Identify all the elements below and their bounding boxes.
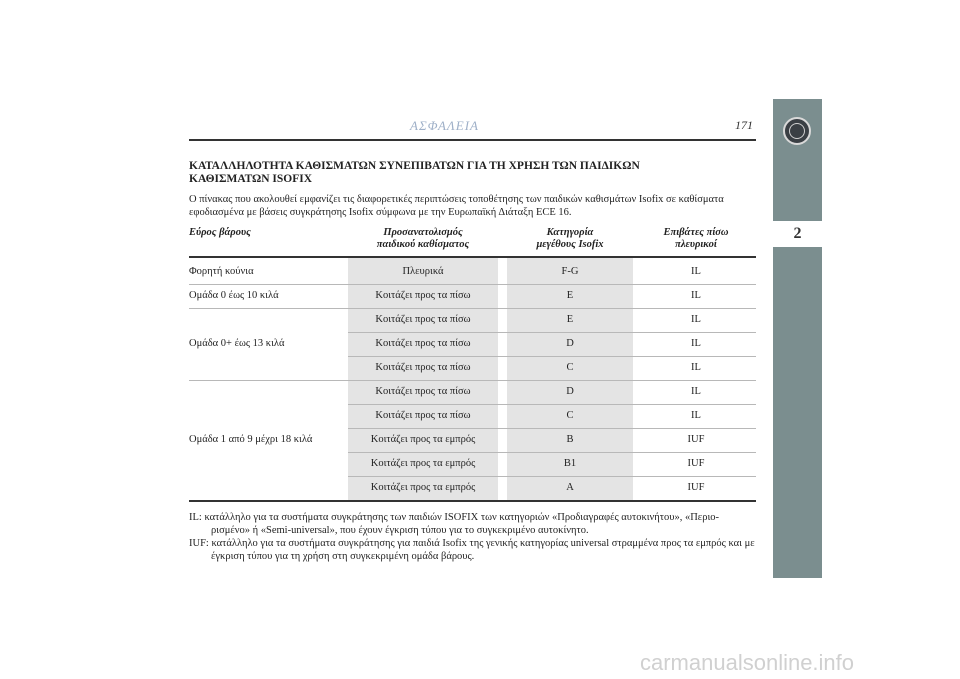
size-cell: E [566,314,574,325]
row-separator [348,404,756,405]
size-cell: F-G [561,266,579,277]
row-separator [348,356,756,357]
row-separator [189,380,756,381]
size-cell: E [566,290,574,301]
rear-cell: IL [691,386,701,397]
header-orientation-line2: παιδικού καθίσματος [376,239,470,250]
orientation-cell: Κοιτάζει προς τα πίσω [375,338,471,349]
rear-cell: IL [691,290,701,301]
orientation-cell: Κοιτάζει προς τα εμπρός [370,482,476,493]
header-rule [189,139,756,141]
chapter-number: 2 [773,221,822,247]
rear-cell: IUF [687,458,705,469]
orientation-cell: Κοιτάζει προς τα πίσω [375,386,471,397]
row-separator [348,428,756,429]
intro-line1: Ο πίνακας που ακολουθεί εμφανίζει τις διαφορετικές περιπτώσεις τοποθέτησης των παιδικών καθισμάτων Isofix σε καθίσματα [189,194,724,205]
orientation-cell: Κοιτάζει προς τα πίσω [375,314,471,325]
rear-cell: IUF [687,482,705,493]
size-cell: B [566,434,574,445]
site-watermark: carmanualsonline.info [640,650,855,675]
note-il: IL: κατάλληλο για τα συστήματα συγκράτησης των παιδιών ISOFIX των κατηγοριών «Προδιαγραφές αυτοκινήτου», «Περιο-ρισμένο» ή «Semi-universal», που έχουν έγκριση τύπου για το συγκεκριμένο αυτοκίνητο. [189,512,720,536]
intro-line2: εφοδιασμένα με βάσεις συγκράτησης Isofix σύμφωνα με την Ευρωπαϊκή Διάταξη ECE 16. [189,207,572,218]
page-number: 171 [735,118,753,132]
header-rear-line2: πλευρικοί [675,239,717,250]
section-title-line1: ΚΑΤΑΛΛΗΛΟΤΗΤΑ ΚΑΘΙΣΜΑΤΩΝ ΣΥΝΕΠΙΒΑΤΩΝ ΓΙΑ ΤΗ ΧΡΗΣΗ ΤΩΝ ΠΑΙΔΙΚΩΝ [189,160,640,172]
lancia-badge-icon [783,117,811,145]
chapter-sidebar [773,99,822,578]
size-cell: C [566,362,574,373]
rear-cell: IUF [687,434,705,445]
weight-group-label: Ομάδα 0 έως 10 κιλά [189,290,279,301]
size-cell: A [566,482,574,493]
orientation-cell: Κοιτάζει προς τα εμπρός [370,434,476,445]
header-orientation-line1: Προσανατολισμός [383,227,463,238]
rear-cell: IL [691,362,701,373]
header-rear-side [640,227,752,251]
row-separator [189,308,756,309]
size-cell: D [566,386,574,397]
page-header-title: ΑΣΦΑΛΕΙΑ [410,118,479,133]
orientation-cell: Πλευρικά [402,266,444,277]
orientation-cell: Κοιτάζει προς τα πίσω [375,410,471,421]
orientation-cell: Κοιτάζει προς τα εμπρός [370,458,476,469]
header-orientation [348,227,498,251]
weight-group-label: Φορητή κούνια [189,266,254,277]
rear-cell: IL [691,266,701,277]
header-weight-range: Εύρος βάρους [189,227,251,238]
row-separator [348,332,756,333]
rear-cell: IL [691,338,701,349]
weight-group-label: Ομάδα 1 από 9 μέχρι 18 κιλά [189,434,313,445]
table-bottom-rule [189,500,756,502]
size-cell: D [566,338,574,349]
header-category-line2: μεγέθους Isofix [536,239,604,250]
orientation-cell: Κοιτάζει προς τα πίσω [375,362,471,373]
rear-cell: IL [691,410,701,421]
section-title [189,160,756,186]
size-cell: C [566,410,574,421]
section-title-line2: ΚΑΘΙΣΜΑΤΩΝ ISOFIX [189,173,313,185]
rear-cell: IL [691,314,701,325]
row-separator [189,284,756,285]
size-cell: B1 [563,458,577,469]
weight-group-label: Ομάδα 0+ έως 13 κιλά [189,338,285,349]
row-separator [348,452,756,453]
header-category-line1: Κατηγορία [546,227,594,238]
intro-paragraph [189,193,756,219]
header-size-category [507,227,633,251]
note-iuf: IUF: κατάλληλο για τα συστήματα συγκράτησης για παιδιά Isofix της γενικής κατηγορίας universal στραμμένα προς τα εμπρός και με έγκριση τύπου για τη χρήση στη συγκεκριμένη ομάδα βάρους. [189,538,755,562]
orientation-cell: Κοιτάζει προς τα πίσω [375,290,471,301]
header-rear-line1: Επιβάτες πίσω [663,227,729,238]
row-separator [348,476,756,477]
